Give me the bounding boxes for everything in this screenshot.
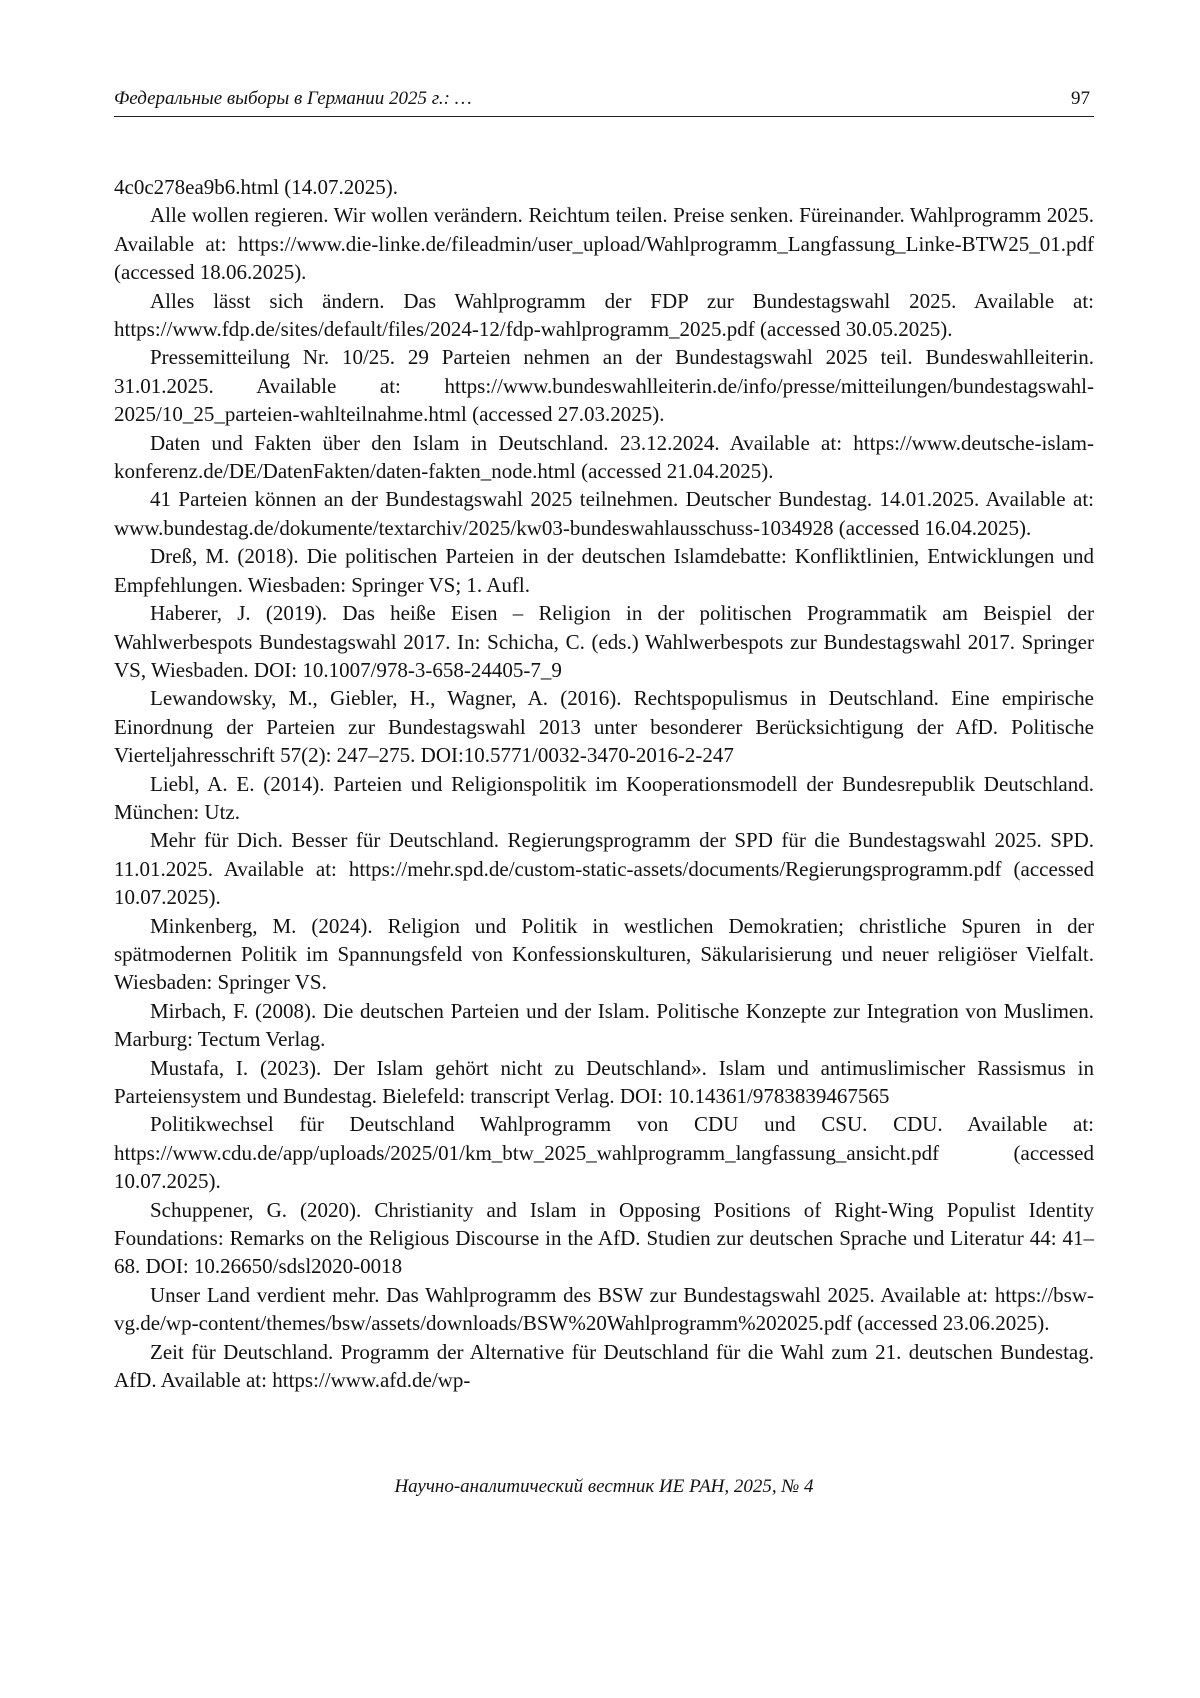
reference-item: Schuppener, G. (2020). Christianity and Islam in Opposing Positions of Right-Wing Populist Identity Foundations: Remarks on the Religious Discourse in the AfD. Studien zur deutschen Sprache und Literatur 44: 41–68. DOI: 10.26650/sdsl2020-0018 — [114, 1197, 1094, 1279]
journal-footer: Научно-аналитический вестник ИЕ РАН, 2025, № 4 — [394, 1476, 814, 1497]
reference-item: Minkenberg, M. (2024). Religion und Politik in westlichen Demokratien; christliche Spuren in der spätmodernen Politik im Spannungsfeld von Konfessionskulturen, Säkularisierung und neuer religiöser Vielfalt. Wiesbaden: Springer VS. — [114, 913, 1094, 995]
reference-item: Unser Land verdient mehr. Das Wahlprogramm des BSW zur Bundestagswahl 2025. Available at: https://bsw-vg.de/wp-content/themes/bsw/assets/downloads/BSW%20Wahlprogramm%202025.pdf (accessed 23.06.2025). — [114, 1282, 1094, 1336]
reference-item: Alle wollen regieren. Wir wollen verändern. Reichtum teilen. Preise senken. Füreinander. Wahlprogramm 2025. Available at: https://www.die-linke.de/fileadmin/user_upload/Wahlprogramm_Langfassung_Linke-BTW25_01.pdf (accessed 18.06.2025). — [114, 203, 1094, 285]
reference-list — [114, 173, 1094, 1394]
reference-item: 41 Parteien können an der Bundestagswahl 2025 teilnehmen. Deutscher Bundestag. 14.01.2025. Available at: www.bundestag.de/dokumente/textarchiv/2025/kw03-bundeswahlausschuss-1034928 (accessed 16.04.2025). — [114, 487, 1094, 540]
reference-item: Zeit für Deutschland. Programm der Alternative für Deutschland für die Wahl zum 21. deutschen Bundestag. AfD. Available at: https://www.afd.de/wp- — [114, 1339, 1094, 1393]
reference-item: Mustafa, I. (2023). Der Islam gehört nicht zu Deutschland». Islam und antimuslimischer Rassismus in Parteiensystem und Bundestag. Bielefeld: transcript Verlag. DOI: 10.14361/9783839467565 — [114, 1055, 1094, 1108]
running-head — [114, 86, 1094, 117]
reference-item: Mehr für Dich. Besser für Deutschland. Regierungsprogramm der SPD für die Bundestagswahl 2025. SPD. 11.01.2025. Available at: https://mehr.spd.de/custom-static-assets/documents/Regierungsprogramm.pdf (accessed 10.07.2025). — [114, 828, 1094, 910]
page-number: 97 — [1071, 88, 1090, 109]
reference-item: Lewandowsky, M., Giebler, H., Wagner, A. (2016). Rechtspopulismus in Deutschland. Eine empirische Einordnung der Parteien zur Bundestagswahl 2013 unter besonderer Berücksichtigung der AfD. Politische Vierteljahresschrift 57(2): 247–275. DOI:10.5771/0032-3470-2016-2-247 — [114, 686, 1094, 768]
reference-item: Dreß, M. (2018). Die politischen Parteien in der deutschen Islamdebatte: Konfliktlinien, Entwicklungen und Empfehlungen. Wiesbaden: Springer VS; 1. Aufl. — [114, 544, 1094, 597]
reference-item: Alles lässt sich ändern. Das Wahlprogramm der FDP zur Bundestagswahl 2025. Available at: https://www.fdp.de/sites/default/files/2024-12/fdp-wahlprogramm_2025.pdf (accessed 30.05.2025). — [114, 288, 1094, 342]
reference-continuation: 4c0c278ea9b6.html (14.07.2025). — [114, 175, 399, 199]
reference-item: Pressemitteilung Nr. 10/25. 29 Parteien nehmen an der Bundestagswahl 2025 teil. Bundeswahlleiterin. 31.01.2025. Available at: https://www.bundeswahlleiterin.de/info/presse/mitteilungen/bundestagswahl-2025/10_25_parteien-wahlteilnahme.html (accessed 27.03.2025). — [114, 345, 1094, 427]
reference-item: Mirbach, F. (2008). Die deutschen Parteien und der Islam. Politische Konzepte zur Integration von Muslimen. Marburg: Tectum Verlag. — [114, 998, 1094, 1052]
reference-item: Haberer, J. (2019). Das heiße Eisen – Religion in der politischen Programmatik am Beispiel der Wahlwerbespots Bundestagswahl 2017. In: Schicha, C. (eds.) Wahlwerbespots zur Bundestagswahl 2017. Springer VS, Wiesbaden. DOI: 10.1007/978-3-658-24405-7_9 — [114, 601, 1094, 682]
reference-item: Liebl, A. E. (2014). Parteien und Religionspolitik im Kooperationsmodell der Bundesrepublik Deutschland. München: Utz. — [114, 771, 1094, 824]
reference-item: Daten und Fakten über den Islam in Deutschland. 23.12.2024. Available at: https://www.deutsche-islam-konferenz.de/DE/DatenFakten/daten-fakten_node.html (accessed 21.04.2025). — [114, 430, 1094, 484]
running-title: Федеральные выборы в Германии 2025 г.: … — [114, 88, 472, 109]
reference-item: Politikwechsel für Deutschland Wahlprogramm von CDU und CSU. CDU. Available at: https://www.cdu.de/app/uploads/2025/01/km_btw_2025_wahlprogramm_langfassung_ansicht.pdf (accessed 10.07.2025). — [114, 1112, 1094, 1194]
